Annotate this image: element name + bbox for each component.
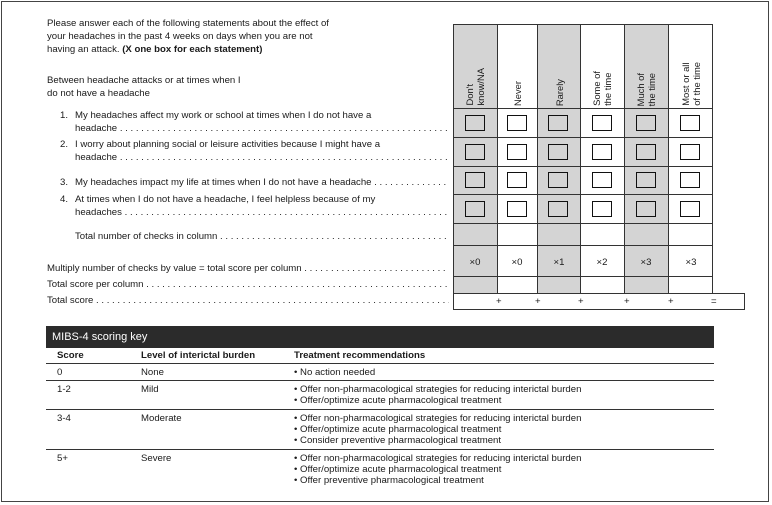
key-row-rec: • Offer/optimize acute pharmacological treatment (294, 424, 502, 435)
checkbox-statement-4-some[interactable] (592, 201, 612, 217)
plus-sign: + (668, 296, 674, 307)
key-header-treatment: Treatment recommendations (294, 350, 426, 361)
statement-1-number: 1. (60, 110, 69, 121)
grid-line (453, 194, 713, 195)
key-rule (46, 380, 714, 381)
statement-2-line-2: headache . . . (75, 152, 449, 164)
statement-1-line-1: My headaches affect my work or school at times when I do not have a (75, 110, 372, 121)
total-checks-label: Total number of checks in column . . . (75, 231, 449, 243)
checkbox-statement-3-some[interactable] (592, 172, 612, 188)
checkbox-statement-4-much[interactable] (636, 201, 656, 217)
scoring-key-title: MIBS-4 scoring key (52, 331, 148, 343)
checkbox-statement-1-dont-know[interactable] (465, 115, 485, 131)
multiplier-some: ×2 (596, 257, 608, 268)
key-rule (46, 409, 714, 410)
checkbox-statement-2-rarely[interactable] (548, 144, 568, 160)
key-row-rec: • Offer non-pharmacological strategies for reducing interictal burden (294, 384, 582, 395)
checkbox-statement-2-never[interactable] (507, 144, 527, 160)
instructions-line-3-text: having an attack. (47, 44, 123, 55)
key-row-rec: • Consider preventive pharmacological treatment (294, 435, 502, 446)
grid-line (744, 293, 745, 310)
checkbox-statement-1-much[interactable] (636, 115, 656, 131)
plus-sign: + (496, 296, 502, 307)
header-some: Some of the time (591, 71, 613, 106)
grid-line (453, 245, 713, 246)
header-rarely: Rarely (553, 78, 565, 106)
key-row-level: Moderate (141, 413, 182, 424)
plus-sign: + (535, 296, 541, 307)
key-row-rec: • Offer non-pharmacological strategies for reducing interictal burden (294, 453, 582, 464)
instructions-emphasis: (X one box for each statement) (122, 44, 263, 55)
grid-line (453, 24, 713, 25)
grid-line (453, 223, 713, 224)
checkbox-statement-1-never[interactable] (507, 115, 527, 131)
checkbox-statement-3-most[interactable] (680, 172, 700, 188)
key-row-rec: • No action needed (294, 367, 376, 378)
total-score-label: Total score . . . (47, 295, 449, 307)
key-row-score: 0 (57, 367, 63, 378)
statement-4-line-2: headaches . . . (75, 207, 449, 219)
checkbox-statement-1-most[interactable] (680, 115, 700, 131)
checkbox-statement-2-most[interactable] (680, 144, 700, 160)
header-never: Never (511, 80, 523, 106)
grid-line (453, 276, 713, 277)
key-header-level: Level of interictal burden (141, 350, 256, 361)
multiply-label: Multiply number of checks by value = total score per column . . . (47, 263, 449, 275)
equals-sign: = (711, 296, 717, 307)
instructions-line-2: your headaches in the past 4 weeks on days when you are not (47, 31, 313, 42)
multiplier-never: ×0 (511, 257, 523, 268)
grid-line (453, 309, 745, 310)
plus-sign: + (624, 296, 630, 307)
key-row-level: Mild (141, 384, 159, 395)
multiplier-much: ×3 (640, 257, 652, 268)
header-most: Most or all of the time (680, 62, 702, 106)
grid-line (453, 108, 713, 109)
checkbox-statement-4-dont-know[interactable] (465, 201, 485, 217)
multiplier-rarely: ×1 (553, 257, 565, 268)
key-row-rec: • Offer/optimize acute pharmacological treatment (294, 395, 502, 406)
total-per-column-label: Total score per column . . . (47, 279, 449, 291)
checkbox-statement-3-rarely[interactable] (548, 172, 568, 188)
plus-sign: + (578, 296, 584, 307)
statement-2-number: 2. (60, 139, 69, 150)
statement-4-line-1: At times when I do not have a headache, I feel helpless because of my (75, 194, 376, 205)
grid-line (453, 166, 713, 167)
key-rule (46, 363, 714, 364)
statement-3-number: 3. (60, 177, 69, 188)
key-row-level: None (141, 367, 164, 378)
grid-line (453, 137, 713, 138)
checkbox-statement-2-some[interactable] (592, 144, 612, 160)
key-row-rec: • Offer/optimize acute pharmacological treatment (294, 464, 502, 475)
checkbox-statement-1-some[interactable] (592, 115, 612, 131)
scoring-key-header-bar (46, 326, 714, 348)
between-line-2: do not have a headache (47, 88, 150, 99)
key-header-score: Score (57, 350, 84, 361)
header-much: Much of the time (635, 72, 657, 106)
multiplier-dont-know: ×0 (469, 257, 481, 268)
between-line-1: Between headache attacks or at times when I (47, 75, 241, 86)
checkbox-statement-4-rarely[interactable] (548, 201, 568, 217)
checkbox-statement-3-much[interactable] (636, 172, 656, 188)
instructions-line-3 (47, 44, 262, 56)
checkbox-statement-2-much[interactable] (636, 144, 656, 160)
checkbox-statement-4-most[interactable] (680, 201, 700, 217)
statement-1-line-2: headache . . . (75, 123, 449, 135)
checkbox-statement-4-never[interactable] (507, 201, 527, 217)
header-dont-know: Don't know/NA (464, 68, 486, 106)
statement-3-line-1: My headaches impact my life at times when I do not have a headache . . . (75, 177, 449, 189)
statement-2-line-1: I worry about planning social or leisure activities because I might have a (75, 139, 381, 150)
key-row-score: 5+ (57, 453, 68, 464)
key-row-rec: • Offer preventive pharmacological treatment (294, 475, 484, 486)
multiplier-most: ×3 (685, 257, 697, 268)
instructions-line-1: Please answer each of the following statements about the effect of (47, 18, 329, 29)
key-row-score: 3-4 (57, 413, 71, 424)
checkbox-statement-3-never[interactable] (507, 172, 527, 188)
statement-4-number: 4. (60, 194, 69, 205)
checkbox-statement-1-rarely[interactable] (548, 115, 568, 131)
key-row-score: 1-2 (57, 384, 71, 395)
key-row-rec: • Offer non-pharmacological strategies for reducing interictal burden (294, 413, 582, 424)
key-row-level: Severe (141, 453, 172, 464)
key-rule (46, 449, 714, 450)
checkbox-statement-3-dont-know[interactable] (465, 172, 485, 188)
checkbox-statement-2-dont-know[interactable] (465, 144, 485, 160)
